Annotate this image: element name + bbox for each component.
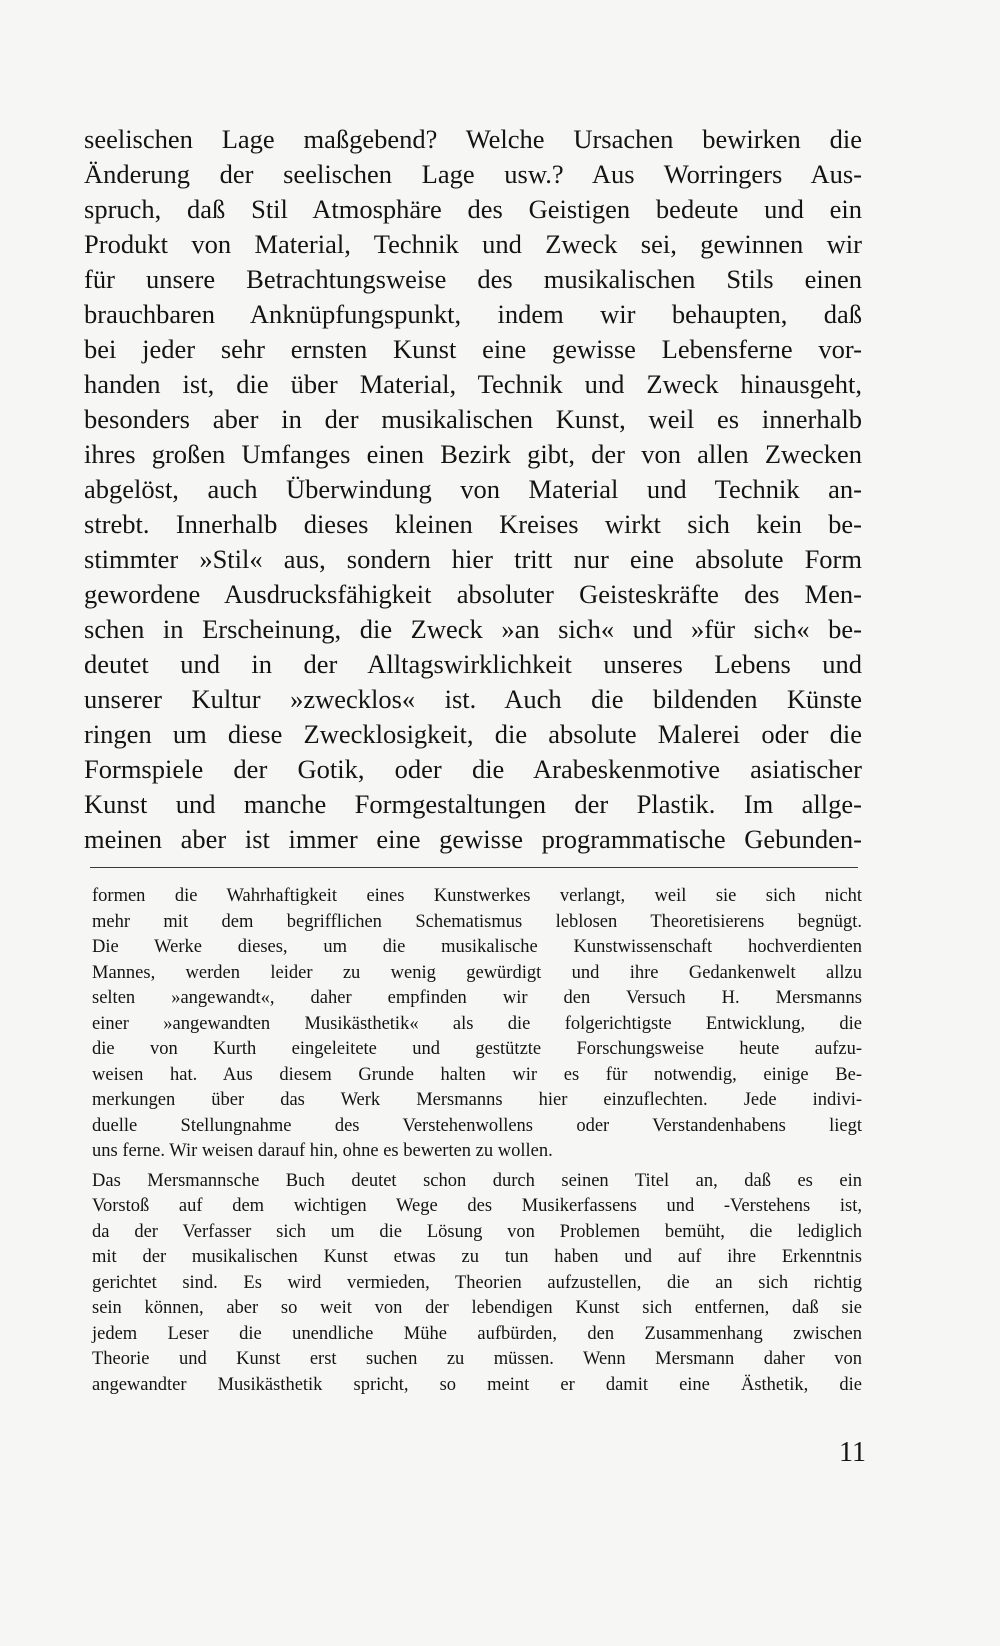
footnote-line: weisen hat. Aus diesem Grunde halten wir es für notwendig, einige Be- bbox=[92, 1064, 862, 1085]
main-text-line: brauchbaren Anknüpfungspunkt, indem wir behaupten, daß bbox=[84, 299, 862, 329]
footnote-line: da der Verfasser sich um die Lösung von Problemen bemüht, die lediglich bbox=[92, 1221, 862, 1242]
page-number: 11 bbox=[839, 1437, 866, 1468]
footnote-line: mehr mit dem begrifflichen Schematismus leblosen Theoretisierens begnügt. bbox=[92, 911, 862, 932]
main-text-line: spruch, daß Stil Atmosphäre des Geistigen bedeute und ein bbox=[84, 194, 862, 224]
footnote-line: mit der musikalischen Kunst etwas zu tun haben und auf ihre Erkenntnis bbox=[92, 1247, 862, 1267]
footnote-line: uns ferne. Wir weisen darauf hin, ohne es bewerten zu wollen. bbox=[92, 1141, 553, 1161]
main-text-line: gewordene Ausdrucksfähigkeit absoluter Geisteskräfte des Men- bbox=[84, 579, 862, 609]
main-text-line: Formspiele der Gotik, oder die Arabeskenmotive asiatischer bbox=[84, 754, 862, 784]
main-text-line: bei jeder sehr ernsten Kunst eine gewisse Lebensferne vor- bbox=[84, 334, 862, 364]
main-text-line: besonders aber in der musikalischen Kunst, weil es innerhalb bbox=[84, 404, 862, 434]
footnote-line: duelle Stellungnahme des Verstehenwollens oder Verstandenhabens liegt bbox=[92, 1115, 862, 1136]
main-text-line: strebt. Innerhalb dieses kleinen Kreises wirkt sich kein be- bbox=[84, 509, 862, 539]
footnote-paragraph-1 bbox=[92, 884, 862, 1165]
main-text-line: für unsere Betrachtungsweise des musikalischen Stils einen bbox=[84, 264, 862, 294]
footnote-line: Die Werke dieses, um die musikalische Kunstwissenschaft hochverdienten bbox=[92, 937, 862, 957]
footnote-line: Mannes, werden leider zu wenig gewürdigt und ihre Gedankenwelt allzu bbox=[92, 962, 862, 983]
main-text-line: Änderung der seelischen Lage usw.? Aus Worringers Aus- bbox=[84, 159, 862, 189]
main-text-line: deutet und in der Alltagswirklichkeit unseres Lebens und bbox=[84, 649, 862, 679]
main-text-line: seelischen Lage maßgebend? Welche Ursachen bewirken die bbox=[84, 124, 862, 154]
footnote-line: Das Mersmannsche Buch deutet schon durch seinen Titel an, daß es ein bbox=[92, 1170, 862, 1191]
footnote-line: Theorie und Kunst erst suchen zu müssen. Wenn Mersmann daher von bbox=[92, 1349, 862, 1369]
main-text-line: abgelöst, auch Überwindung von Material und Technik an- bbox=[84, 474, 862, 504]
main-text-line: unserer Kultur »zwecklos« ist. Auch die bildenden Künste bbox=[84, 684, 862, 714]
main-text-line: Produkt von Material, Technik und Zweck sei, gewinnen wir bbox=[84, 229, 862, 259]
main-text-line: handen ist, die über Material, Technik und Zweck hinausgeht, bbox=[84, 369, 862, 399]
main-text-line: meinen aber ist immer eine gewisse programmatische Gebunden- bbox=[84, 824, 862, 854]
footnote-paragraph-2 bbox=[92, 1169, 862, 1399]
footnote-line: merkungen über das Werk Mersmanns hier einzuflechten. Jede indivi- bbox=[92, 1090, 862, 1110]
footnote-line: gerichtet sind. Es wird vermieden, Theorien aufzustellen, die an sich richtig bbox=[92, 1272, 862, 1293]
footnote-line: angewandter Musikästhetik spricht, so meint er damit eine Ästhetik, die bbox=[92, 1374, 862, 1395]
footnote-line: einer »angewandten Musikästhetik« als die folgerichtigste Entwicklung, die bbox=[92, 1013, 862, 1034]
main-text-line: ihres großen Umfanges einen Bezirk gibt, der von allen Zwecken bbox=[84, 439, 862, 469]
main-text-line: ringen um diese Zwecklosigkeit, die absolute Malerei oder die bbox=[84, 719, 862, 749]
footnote-divider bbox=[90, 867, 858, 868]
main-text-block bbox=[84, 122, 862, 857]
footnote-line: sein können, aber so weit von der lebendigen Kunst sich entfernen, daß sie bbox=[92, 1298, 862, 1318]
footnote-line: die von Kurth eingeleitete und gestützte Forschungsweise heute aufzu- bbox=[92, 1039, 862, 1059]
footnote-line: jedem Leser die unendliche Mühe aufbürden, den Zusammenhang zwischen bbox=[92, 1323, 862, 1344]
footnote-line: Vorstoß auf dem wichtigen Wege des Musikerfassens und -Verstehens ist, bbox=[92, 1196, 862, 1216]
main-text-line: stimmter »Stil« aus, sondern hier tritt nur eine absolute Form bbox=[84, 544, 862, 574]
footnote-line: selten »angewandt«, daher empfinden wir den Versuch H. Mersmanns bbox=[92, 988, 862, 1008]
main-text-line: schen in Erscheinung, die Zweck »an sich« und »für sich« be- bbox=[84, 614, 862, 644]
footnote-block bbox=[92, 884, 862, 1398]
main-text-line: Kunst und manche Formgestaltungen der Plastik. Im allge- bbox=[84, 789, 862, 819]
footnote-line: formen die Wahrhaftigkeit eines Kunstwerkes verlangt, weil sie sich nicht bbox=[92, 886, 862, 906]
